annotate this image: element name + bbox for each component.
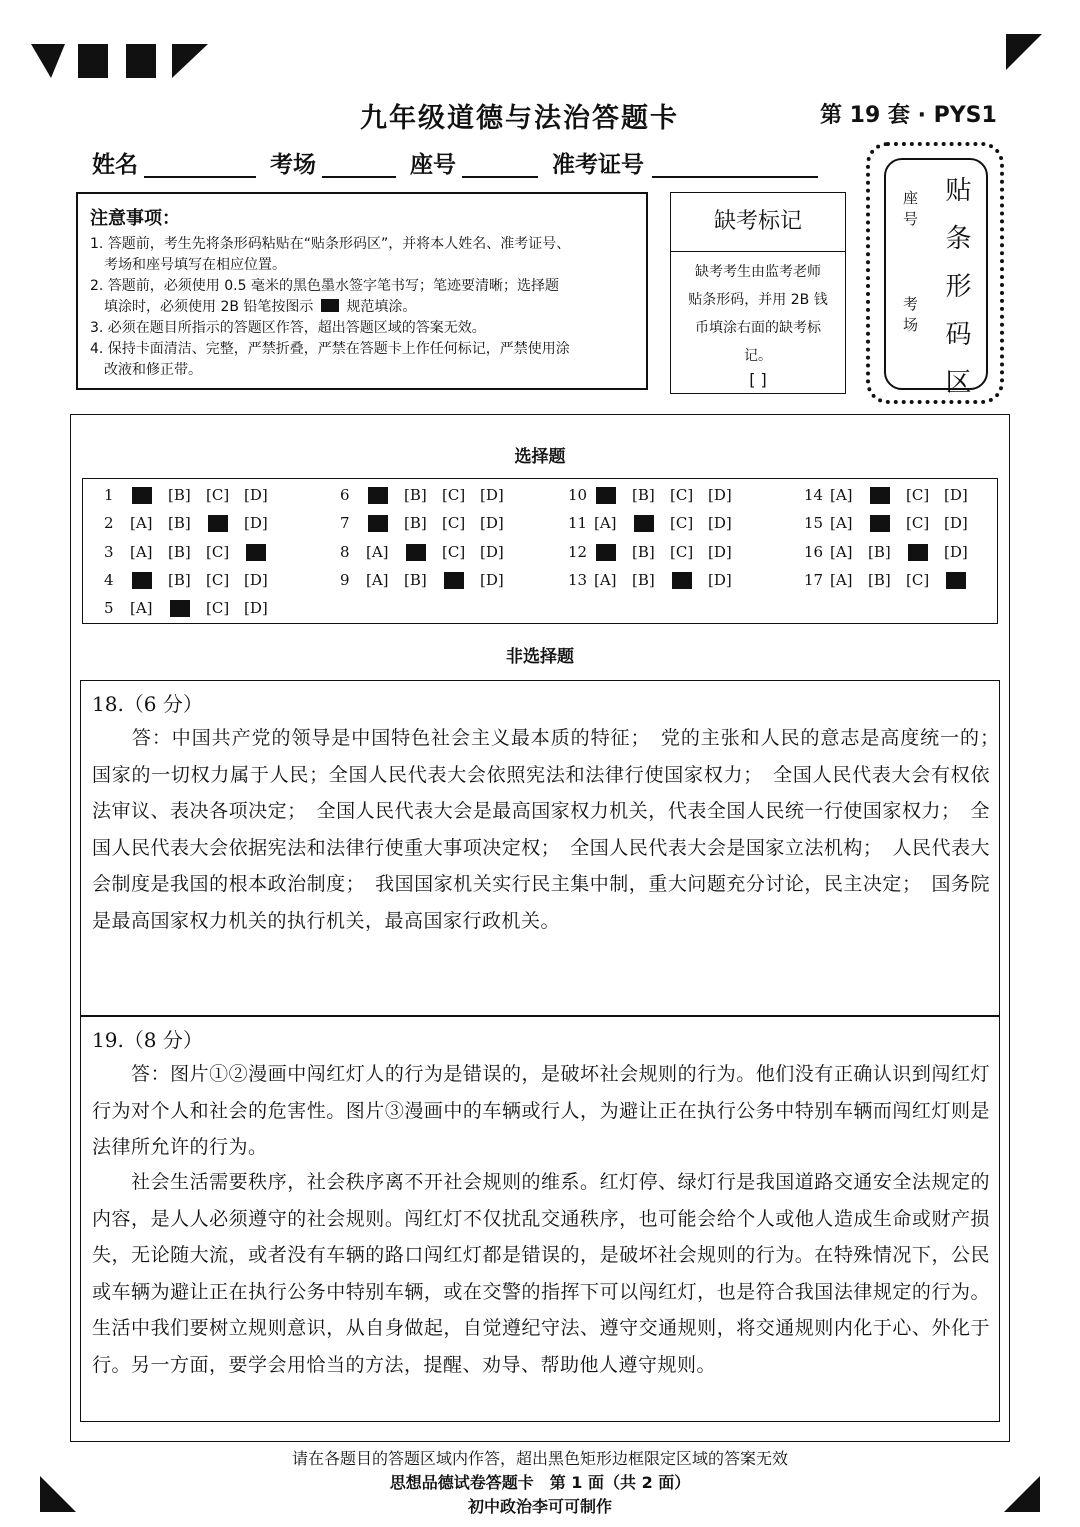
mc-option[interactable]: [C] bbox=[906, 514, 930, 532]
notice-line: 考场和座号填写在相应位置。 bbox=[104, 257, 286, 273]
mc-option[interactable]: [C] bbox=[206, 571, 230, 589]
name-field[interactable] bbox=[144, 176, 256, 178]
mc-option-filled[interactable] bbox=[170, 600, 190, 617]
mc-option[interactable]: [A] bbox=[130, 514, 153, 532]
mc-option[interactable]: [D] bbox=[480, 571, 504, 589]
mc-option-filled[interactable] bbox=[946, 572, 966, 589]
mc-option[interactable]: [B] bbox=[632, 543, 655, 561]
mc-question-number: 15 bbox=[804, 514, 824, 532]
q19-heading: 19.（8 分） bbox=[92, 1028, 203, 1052]
mc-option[interactable]: [B] bbox=[404, 514, 427, 532]
mc-option-filled[interactable] bbox=[406, 544, 426, 561]
page-title: 九年级道德与法治答题卡 bbox=[360, 103, 679, 134]
mc-option[interactable]: [B] bbox=[868, 543, 891, 561]
mc-option[interactable]: [C] bbox=[670, 543, 694, 561]
mc-option[interactable]: [D] bbox=[708, 514, 732, 532]
notice-line: 2. 答题前，必须使用 0.5 毫米的黑色墨水签字笔书写；笔迹要清晰；选择题 bbox=[90, 278, 559, 294]
mc-option[interactable]: [A] bbox=[830, 571, 853, 589]
alignment-mark-3 bbox=[126, 44, 156, 78]
set-number: 第 19 套 · PYS1 bbox=[820, 103, 997, 128]
mc-option[interactable]: [A] bbox=[130, 599, 153, 617]
mc-option[interactable]: [A] bbox=[130, 543, 153, 561]
notice-line: 4. 保持卡面清洁、完整，严禁折叠，严禁在答题卡上作任何标记，严禁使用涂 bbox=[90, 341, 570, 357]
alignment-mark-4 bbox=[172, 44, 208, 78]
barcode-room-label: 考场 bbox=[901, 296, 919, 338]
exam-id-field[interactable] bbox=[652, 176, 818, 178]
q18-answer: 答：中国共产党的领导是中国特色社会主义最本质的特征； 党的主张和人民的意志是高度统一的； 国家的一切权力属于人民；全国人民代表大会依照宪法和法律行使国家权力； 全国人民代表大会有权依法审议、表决各项决定； 全国人民代表大会是最高国家权力机关，代表全国人民统一行使国家权力； 全国人民代表大会依据宪法和法律行使重大事项决定权； 全国人民代表大会是国家立法机构； 人民代表大会制度是我国的根本政治制度； 我国国家机关实行民主集中制，重大问题充分讨论，民主决定； 国务院是最高国家权力机关的执行机关，最高国家行政机关。 bbox=[92, 727, 1010, 932]
notice-line: 3. 必须在题目所指示的答题区作答，超出答题区域的答案无效。 bbox=[90, 320, 486, 336]
mc-option[interactable]: [C] bbox=[670, 514, 694, 532]
mc-title: 选择题 bbox=[514, 447, 566, 467]
absent-line: 贴条形码，并用 2B 钱 bbox=[688, 292, 828, 308]
mc-option[interactable]: [D] bbox=[944, 486, 968, 504]
seat-label: 座号 bbox=[410, 152, 456, 178]
mc-option[interactable]: [D] bbox=[480, 543, 504, 561]
q18-heading: 18.（6 分） bbox=[92, 692, 203, 716]
mc-option-filled[interactable] bbox=[672, 572, 692, 589]
absent-line: 缺考考生由监考老师 bbox=[695, 264, 821, 280]
mc-option[interactable]: [D] bbox=[244, 599, 268, 617]
mc-option[interactable]: [C] bbox=[442, 486, 466, 504]
absent-line: 记。 bbox=[744, 348, 772, 364]
alignment-mark-2 bbox=[78, 44, 108, 78]
mc-option[interactable]: [D] bbox=[480, 514, 504, 532]
mc-question-number: 4 bbox=[104, 571, 114, 589]
mc-option[interactable]: [A] bbox=[830, 486, 853, 504]
notice-box bbox=[76, 192, 648, 390]
absent-line: 币填涂右面的缺考标 bbox=[695, 320, 821, 336]
mc-option[interactable]: [D] bbox=[244, 486, 268, 504]
mc-question-number: 10 bbox=[568, 486, 588, 504]
notice-line: 填涂时，必须使用 2B 铅笔按图示 bbox=[104, 299, 314, 315]
notice-line: 规范填涂。 bbox=[346, 299, 417, 315]
mc-option[interactable]: [A] bbox=[830, 543, 853, 561]
mc-option-filled[interactable] bbox=[246, 544, 266, 561]
mc-option[interactable]: [C] bbox=[206, 543, 230, 561]
mc-question-number: 1 bbox=[104, 486, 114, 504]
mc-option[interactable]: [B] bbox=[404, 486, 427, 504]
name-label: 姓名 bbox=[92, 152, 138, 178]
mc-question-number: 12 bbox=[568, 543, 588, 561]
mc-option[interactable]: [D] bbox=[244, 514, 268, 532]
filled-sample-icon bbox=[321, 299, 339, 312]
alignment-mark-top-right bbox=[1006, 34, 1042, 70]
mc-option-filled[interactable] bbox=[634, 515, 654, 532]
mc-option-filled[interactable] bbox=[132, 572, 152, 589]
mc-option-filled[interactable] bbox=[596, 487, 616, 504]
mc-option[interactable]: [C] bbox=[906, 571, 930, 589]
notice-line: 改液和修正带。 bbox=[104, 362, 202, 378]
mc-question-number: 2 bbox=[104, 514, 114, 532]
mc-option[interactable]: [A] bbox=[830, 514, 853, 532]
mc-option[interactable]: [D] bbox=[944, 543, 968, 561]
mc-option[interactable]: [C] bbox=[206, 599, 230, 617]
mc-option[interactable]: [B] bbox=[168, 543, 191, 561]
mc-option[interactable]: [B] bbox=[632, 571, 655, 589]
mc-question-number: 5 bbox=[104, 599, 114, 617]
mc-option[interactable]: [A] bbox=[366, 571, 389, 589]
nonmc-title: 非选择题 bbox=[506, 647, 574, 667]
mc-question-number: 8 bbox=[340, 543, 350, 561]
mc-question-number: 6 bbox=[340, 486, 350, 504]
mc-question-number: 3 bbox=[104, 543, 114, 561]
mc-option[interactable]: [D] bbox=[480, 486, 504, 504]
mc-option-filled[interactable] bbox=[908, 544, 928, 561]
footer-page: 思想品德试卷答题卡 第 1 面（共 2 面） bbox=[389, 1473, 691, 1492]
mc-option[interactable]: [D] bbox=[708, 571, 732, 589]
mc-option[interactable]: [B] bbox=[168, 514, 191, 532]
notice-line: 1. 答题前，考生先将条形码粘贴在“贴条形码区”，并将本人姓名、准考证号、 bbox=[90, 236, 571, 252]
barcode-seat-label: 座号 bbox=[901, 190, 919, 232]
mc-option[interactable]: [C] bbox=[206, 486, 230, 504]
mc-question-number: 16 bbox=[804, 543, 824, 561]
mc-option-filled[interactable] bbox=[132, 487, 152, 504]
exam-id-label: 准考证号 bbox=[552, 152, 644, 178]
barcode-label: 贴条形码区 bbox=[941, 176, 971, 416]
seat-field[interactable] bbox=[462, 176, 538, 178]
absent-title: 缺考标记 bbox=[671, 193, 845, 252]
mc-option[interactable]: [B] bbox=[404, 571, 427, 589]
absent-mark-box bbox=[670, 192, 846, 394]
absent-checkbox[interactable]: [ ] bbox=[749, 370, 767, 389]
mc-option[interactable]: [C] bbox=[906, 486, 930, 504]
mc-question-number: 9 bbox=[340, 571, 350, 589]
room-field[interactable] bbox=[322, 176, 396, 178]
mc-question-number: 17 bbox=[804, 571, 824, 589]
mc-question-number: 11 bbox=[568, 514, 588, 532]
q19-answer-para1: 答：图片①②漫画中闯红灯人的行为是错误的，是破坏社会规则的行为。他们没有正确认识到闯红灯行为对个人和社会的危害性。图片③漫画中的车辆或行人，为避让正在执行公务中特别车辆而闯红灯则是法律所允许的行为。 bbox=[92, 1063, 990, 1158]
mc-option[interactable]: [C] bbox=[442, 543, 466, 561]
mc-option[interactable]: [A] bbox=[594, 571, 617, 589]
footer-author: 初中政治李可可制作 bbox=[467, 1497, 612, 1516]
mc-option[interactable]: [D] bbox=[944, 514, 968, 532]
mc-option-filled[interactable] bbox=[368, 515, 388, 532]
mc-option-filled[interactable] bbox=[870, 515, 890, 532]
alignment-mark-1 bbox=[25, 44, 65, 78]
mc-option-filled[interactable] bbox=[368, 487, 388, 504]
mc-option[interactable]: [D] bbox=[244, 571, 268, 589]
mc-question-number: 14 bbox=[804, 486, 824, 504]
mc-question-number: 13 bbox=[568, 571, 588, 589]
room-label: 考场 bbox=[270, 152, 316, 178]
mc-option[interactable]: [B] bbox=[168, 571, 191, 589]
mc-option-filled[interactable] bbox=[208, 515, 228, 532]
mc-option[interactable]: [D] bbox=[708, 543, 732, 561]
notice-title: 注意事项： bbox=[90, 208, 180, 229]
mc-option[interactable]: [B] bbox=[868, 571, 891, 589]
mc-option-filled[interactable] bbox=[444, 572, 464, 589]
mc-option[interactable]: [D] bbox=[708, 486, 732, 504]
mc-question-number: 7 bbox=[340, 514, 350, 532]
mc-option[interactable]: [B] bbox=[632, 486, 655, 504]
q19-answer-para2: 社会生活需要秩序，社会秩序离不开社会规则的维系。红灯停、绿灯行是我国道路交通安全法规定的内容，是人人必须遵守的社会规则。闯红灯不仅扰乱交通秩序，也可能会给个人或他人造成生命或财产损失，无论随大流，或者没有车辆的路口闯红灯都是错误的，是破坏社会规则的行为。在特殊情况下，公民或车辆为避让正在执行公务中特别车辆，或在交警的指挥下可以闯红灯，也是符合我国法律规定的行为。生活中我们要树立规则意识，从自身做起，自觉遵纪守法、遵守交通规则，将交通规则内化于心、外化于行。另一方面，要学会用恰当的方法，提醒、劝导、帮助他人遵守规则。 bbox=[92, 1171, 990, 1376]
mc-option[interactable]: [A] bbox=[366, 543, 389, 561]
mc-option-filled[interactable] bbox=[596, 544, 616, 561]
mc-option[interactable]: [B] bbox=[168, 486, 191, 504]
mc-option[interactable]: [C] bbox=[670, 486, 694, 504]
mc-option[interactable]: [C] bbox=[442, 514, 466, 532]
mc-option-filled[interactable] bbox=[870, 487, 890, 504]
mc-option[interactable]: [A] bbox=[594, 514, 617, 532]
footer-warning: 请在各题目的答题区域内作答，超出黑色矩形边框限定区域的答案无效 bbox=[291, 1449, 788, 1468]
